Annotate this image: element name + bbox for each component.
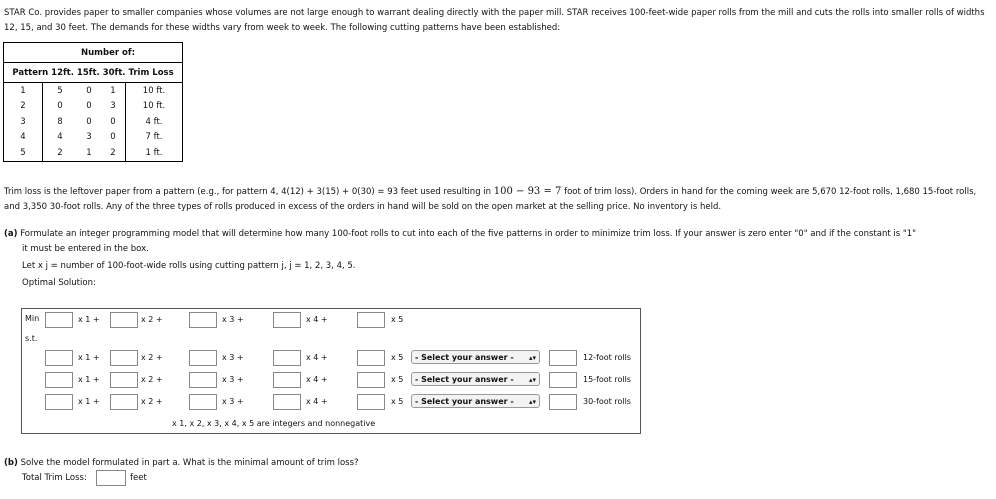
table-cell: 4 xyxy=(57,132,63,143)
table-header-top: Number of: xyxy=(4,43,183,63)
table-cell: 0 xyxy=(86,116,92,127)
x5-label: x 5 xyxy=(391,315,404,324)
constraint-3-coef-x3-input[interactable] xyxy=(189,394,217,410)
x4-label: x 4 + xyxy=(306,397,328,406)
constraint-3-coef-x2-input[interactable] xyxy=(110,394,138,410)
constraint-3-coef-x5-input[interactable] xyxy=(357,394,385,410)
constraint-2-rhs-input[interactable] xyxy=(549,372,577,388)
part-a-question xyxy=(4,227,989,290)
x3-label: x 3 + xyxy=(222,375,244,384)
x3-label: x 3 + xyxy=(222,353,244,362)
x2-label: x 2 + xyxy=(141,375,163,384)
x5-label: x 5 xyxy=(391,375,404,384)
total-trim-loss-label: Total Trim Loss: xyxy=(22,473,87,483)
min-label: Min xyxy=(25,314,40,323)
table-cell: 4 ft. xyxy=(126,114,183,130)
objective-coef-x3-input[interactable] xyxy=(189,312,217,328)
constraint-2-coef-x4-input[interactable] xyxy=(273,372,301,388)
constraint-2-relation-select[interactable] xyxy=(411,372,540,386)
note-math: 100 − 93 = 7 xyxy=(493,186,562,197)
x3-label: x 3 + xyxy=(222,397,244,406)
table-cell: 0 xyxy=(110,116,116,127)
table-cell: 2 xyxy=(4,99,43,115)
table-row xyxy=(4,83,183,99)
table-cell: 8 xyxy=(57,116,63,127)
trim-loss-note xyxy=(4,185,989,214)
constraint-1-coef-x3-input[interactable] xyxy=(189,350,217,366)
x3-label: x 3 + xyxy=(222,315,244,324)
integrality-constraint: x 1, x 2, x 3, x 4, x 5 are integers and nonnegative xyxy=(172,419,376,428)
constraint-1-coef-x1-input[interactable] xyxy=(45,350,73,366)
objective-coef-x5-input[interactable] xyxy=(357,312,385,328)
part-a-text-2: it must be entered in the box. xyxy=(22,243,149,254)
rhs-label-30ft: 30-foot rolls xyxy=(583,397,631,406)
table-cell: 2 xyxy=(43,145,78,161)
x1-label: x 1 + xyxy=(78,315,100,324)
x5-label: x 5 xyxy=(391,353,404,362)
st-label: s.t. xyxy=(25,334,38,343)
x1-label: x 1 + xyxy=(78,397,100,406)
objective-coef-x2-input[interactable] xyxy=(110,312,138,328)
constraint-3-rhs-input[interactable] xyxy=(549,394,577,410)
constraint-2-coef-x3-input[interactable] xyxy=(189,372,217,388)
part-a-label: (a) xyxy=(4,229,18,239)
table-row xyxy=(4,99,183,115)
chevron-updown-icon: ▴▾ xyxy=(528,354,536,362)
x2-label: x 2 + xyxy=(141,315,163,324)
problem-intro: STAR Co. provides paper to smaller companies whose volumes are not large enough to warrant dealing directly with the paper mill. STAR receives 100-feet-wide paper rolls from the mill and cuts the rolls into smaller rolls of widths 12, 15, and 30 feet. The demands for these widths vary from week to week. The following cutting patterns have been established: xyxy=(4,8,985,33)
optimal-solution-label: Optimal Solution: xyxy=(22,277,96,288)
select-label: - Select your answer - xyxy=(415,353,514,362)
constraint-3-coef-x4-input[interactable] xyxy=(273,394,301,410)
table-cell: 1 xyxy=(4,83,43,99)
table-cell: 5 xyxy=(57,85,63,96)
model-box xyxy=(21,308,641,434)
table-cell: 10 ft. xyxy=(126,99,183,115)
table-cell: 0 xyxy=(86,85,92,96)
x5-label: x 5 xyxy=(391,397,404,406)
constraint-2-coef-x1-input[interactable] xyxy=(45,372,73,388)
rhs-label-12ft: 12-foot rolls xyxy=(583,353,631,362)
table-cell: 3 xyxy=(110,101,116,112)
part-a-text: Formulate an integer programming model that will determine how many 100-foot rolls to cut into each of the five patterns in order to minimize trim loss. If your answer is zero enter "0" and if the constant is "1" xyxy=(20,229,917,239)
table-row xyxy=(4,145,183,161)
note-text-1: Trim loss is the leftover paper from a pattern (e.g., for pattern 4, 4(12) + 3(15) + 0(30) = 93 feet used resulting in xyxy=(4,187,494,197)
constraint-1-coef-x2-input[interactable] xyxy=(110,350,138,366)
table-cell: 2 xyxy=(101,145,126,161)
x2-label: x 2 + xyxy=(141,397,163,406)
x1-label: x 1 + xyxy=(78,375,100,384)
table-row xyxy=(4,114,183,130)
table-cell: 4 xyxy=(4,130,43,146)
table-cell: 0 xyxy=(57,101,63,112)
cutting-patterns-table xyxy=(3,42,183,162)
constraint-1-coef-x4-input[interactable] xyxy=(273,350,301,366)
total-trim-loss-input[interactable] xyxy=(96,470,126,486)
x4-label: x 4 + xyxy=(306,315,328,324)
x4-label: x 4 + xyxy=(306,353,328,362)
constraint-2-coef-x5-input[interactable] xyxy=(357,372,385,388)
chevron-updown-icon: ▴▾ xyxy=(528,376,536,384)
x1-label: x 1 + xyxy=(78,353,100,362)
table-cell: 3 xyxy=(86,132,92,143)
table-cell: 10 ft. xyxy=(126,83,183,99)
part-b-label: (b) xyxy=(4,458,18,468)
part-b-text: Solve the model formulated in part a. What is the minimal amount of trim loss? xyxy=(20,458,359,468)
table-row xyxy=(4,130,183,146)
select-label: - Select your answer - xyxy=(415,375,514,384)
objective-coef-x1-input[interactable] xyxy=(45,312,73,328)
table-cell: 1 ft. xyxy=(126,145,183,161)
table-cell: 1 xyxy=(77,145,101,161)
let-x-definition: Let x j = number of 100-foot-wide rolls using cutting pattern j, j = 1, 2, 3, 4, 5. xyxy=(22,261,356,271)
table-cell: 3 xyxy=(4,114,43,130)
part-b-question xyxy=(4,456,359,470)
table-header: Pattern 12ft. 15ft. 30ft. Trim Loss xyxy=(4,63,183,83)
constraint-3-relation-select[interactable] xyxy=(411,394,540,408)
chevron-updown-icon: ▴▾ xyxy=(528,398,536,406)
select-label: - Select your answer - xyxy=(415,397,514,406)
x2-label: x 2 + xyxy=(141,353,163,362)
objective-coef-x4-input[interactable] xyxy=(273,312,301,328)
x4-label: x 4 + xyxy=(306,375,328,384)
constraint-1-rhs-input[interactable] xyxy=(549,350,577,366)
constraint-1-relation-select[interactable] xyxy=(411,350,540,364)
table-cell: 0 xyxy=(86,101,92,112)
table-cell: 0 xyxy=(110,132,116,143)
constraint-3-coef-x1-input[interactable] xyxy=(45,394,73,410)
note-text-2: foot of trim loss). Orders in hand for the coming week are 5,670 12-foot rolls, 1,680 15-foot rolls, and 3,350 30-foot rolls. Any of the three types of rolls produced in excess of the orders in hand will be sold on the open market at the selling price. No inventory is held. xyxy=(4,187,977,212)
table-cell: 5 xyxy=(4,145,43,161)
feet-unit-label: feet xyxy=(130,473,147,483)
constraint-1-coef-x5-input[interactable] xyxy=(357,350,385,366)
table-cell: 1 xyxy=(110,85,116,96)
table-cell: 7 ft. xyxy=(126,130,183,146)
constraint-2-coef-x2-input[interactable] xyxy=(110,372,138,388)
rhs-label-15ft: 15-foot rolls xyxy=(583,375,631,384)
